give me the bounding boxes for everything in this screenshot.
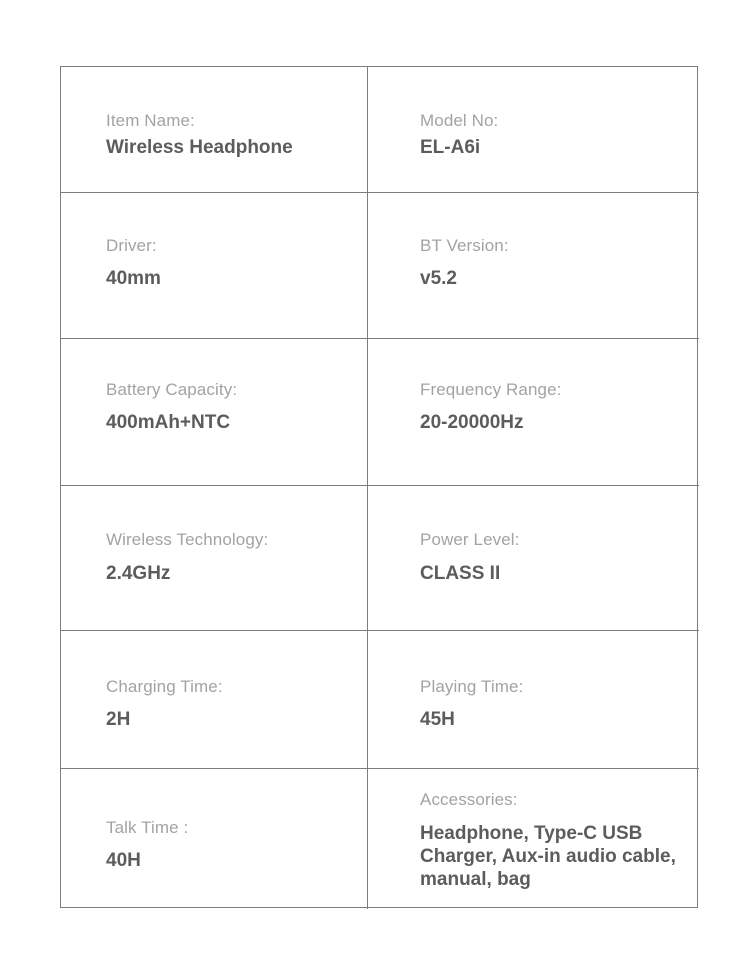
spec-cell-power-level	[368, 486, 699, 631]
spec-label: Playing Time:	[420, 677, 524, 696]
spec-cell-bt-version	[368, 193, 699, 339]
spec-label: Charging Time:	[106, 677, 223, 696]
spec-cell-talk-time	[61, 769, 368, 909]
spec-value: Headphone, Type-C USB Charger, Aux-in audio cable, manual, bag	[420, 823, 676, 890]
spec-cell-item-name	[61, 67, 368, 193]
spec-cell-accessories	[368, 769, 699, 909]
spec-cell-battery-capacity	[61, 339, 368, 486]
spec-label: Talk Time :	[106, 818, 189, 837]
spec-label: Frequency Range:	[420, 380, 562, 399]
spec-value: 40H	[106, 850, 141, 871]
spec-cell-charging-time	[61, 631, 368, 769]
spec-value: 20-20000Hz	[420, 412, 524, 433]
spec-cell-playing-time	[368, 631, 699, 769]
spec-label: Accessories:	[420, 790, 518, 809]
spec-value: 2H	[106, 709, 131, 730]
spec-value: EL-A6i	[420, 137, 481, 158]
spec-value: CLASS II	[420, 563, 501, 584]
spec-value: 40mm	[106, 268, 161, 289]
spec-label: Battery Capacity:	[106, 380, 238, 399]
spec-label: Item Name:	[106, 111, 195, 130]
spec-label: Driver:	[106, 236, 157, 255]
spec-value: 45H	[420, 709, 455, 730]
spec-value: v5.2	[420, 268, 457, 289]
spec-cell-frequency-range	[368, 339, 699, 486]
spec-value: 2.4GHz	[106, 563, 171, 584]
spec-value: Wireless Headphone	[106, 137, 293, 158]
spec-label: Wireless Technology:	[106, 530, 269, 549]
spec-cell-driver	[61, 193, 368, 339]
spec-label: Power Level:	[420, 530, 520, 549]
spec-label: BT Version:	[420, 236, 509, 255]
spec-label: Model No:	[420, 111, 499, 130]
spec-value: 400mAh+NTC	[106, 412, 231, 433]
spec-table	[60, 66, 698, 908]
spec-cell-model-no	[368, 67, 699, 193]
spec-cell-wireless-technology	[61, 486, 368, 631]
